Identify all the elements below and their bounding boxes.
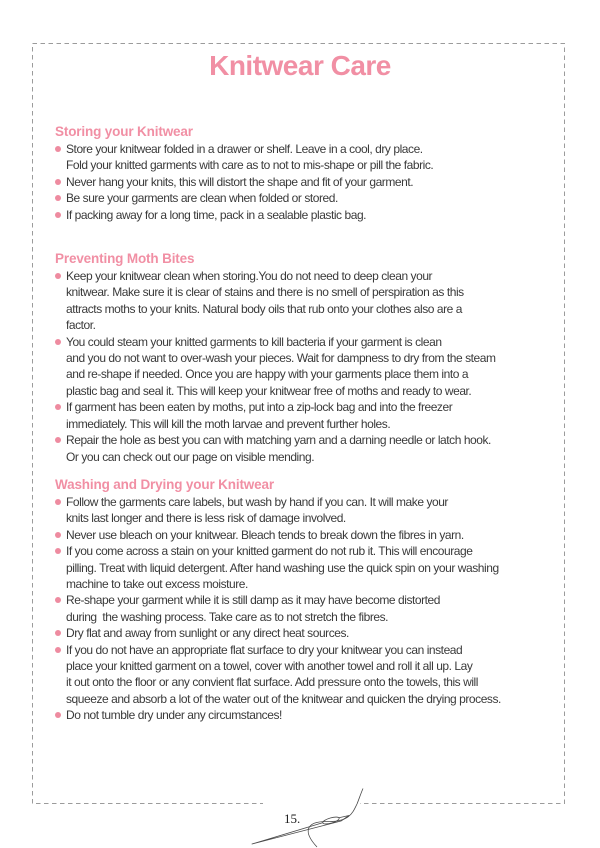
page-title: Knitwear Care (209, 50, 391, 81)
bullet-line: Dry flat and away from sunlight or any direct heat sources. (66, 626, 349, 641)
bullet-line: Store your knitwear folded in a drawer or shelf. Leave in a cool, dry place. (66, 142, 423, 156)
bullet-line: Never hang your knits, this will distort the shape and fit of your garment. (66, 174, 414, 189)
bullet-line: Re-shape your garment while it is still damp as it may have become distorted (66, 593, 440, 608)
bullet-line: knitwear. Make sure it is clear of stains and there is no smell of perspiration as this (66, 285, 464, 300)
bullet-line: place your knitted garment on a towel, cover with another towel and roll it all up. Lay (66, 658, 473, 673)
bullet-line: attracts moths to your knits. Natural body oils that rub onto your clothes also are a (66, 301, 462, 316)
bullet-line: Never use bleach on your knitwear. Bleach tends to break down the fibres in yarn. (66, 527, 464, 542)
bullet-line: and re-shape if needed. Once you are happy with your garments place them into a (66, 367, 469, 382)
bullet-line: Repair the hole as best you can with matching yarn and a darning needle or latch hook. (66, 433, 491, 448)
bullet-line: Follow the garments care labels, but wash by hand if you can. It will make your (66, 494, 448, 509)
bullet-line: If packing away for a long time, pack in a sealable plastic bag. (66, 207, 367, 222)
bullet-line: If you do not have an appropriate flat surface to dry your knitwear you can instead (66, 642, 463, 657)
bullet-line: squeeze and absorb a lot of the water out of the knitwear and quicken the drying process. (66, 691, 501, 706)
bullet-line: You could steam your knitted garments to kill bacteria if your garment is clean (66, 334, 442, 349)
bullet-line: pilling. Treat with liquid detergent. After hand washing use the quick spin on your washing (66, 560, 499, 575)
bullet-line: Fold your knitted garments with care as to not to mis-shape or pill the fabric. (66, 158, 434, 173)
bullet-line: Be sure your garments are clean when folded or stored. (66, 191, 338, 206)
bullet-line: it out onto the floor or any convient flat surface. Add pressure onto the towels, this will (66, 675, 478, 690)
bullet-line: and you do not want to over-wash your pieces. Wait for dampness to dry from the steam (66, 351, 496, 366)
page-number: 15. (284, 811, 301, 826)
bullet-line: knits last longer and there is less risk of damage involved. (66, 511, 346, 526)
bullet-line: machine to take out excess moisture. (66, 576, 248, 591)
bullet-line: Or you can check out our page on visible mending. (66, 449, 315, 464)
bullet-line: If you come across a stain on your knitted garment do not rub it. This will encourage (66, 544, 473, 559)
bullet-line: factor. (66, 318, 96, 333)
bullet-line: If garment has been eaten by moths, put into a zip-lock bag and into the freezer (66, 400, 453, 415)
bullet-line: during the washing process. Take care as to not stretch the fibres. (66, 609, 389, 624)
bullet-line: immediately. This will kill the moth larvae and prevent further holes. (66, 416, 391, 431)
bullet-line: Do not tumble dry under any circumstances! (66, 708, 282, 723)
section-heading: Preventing Moth Bites (55, 251, 195, 267)
bullet-line: plastic bag and seal it. This will keep your knitwear free of moths and ready to wear. (66, 383, 472, 398)
section-heading: Washing and Drying your Knitwear (55, 476, 274, 492)
bullet-line: Keep your knitwear clean when storing.You do not need to deep clean your (66, 269, 433, 284)
section-heading: Storing your Knitwear (55, 124, 193, 139)
